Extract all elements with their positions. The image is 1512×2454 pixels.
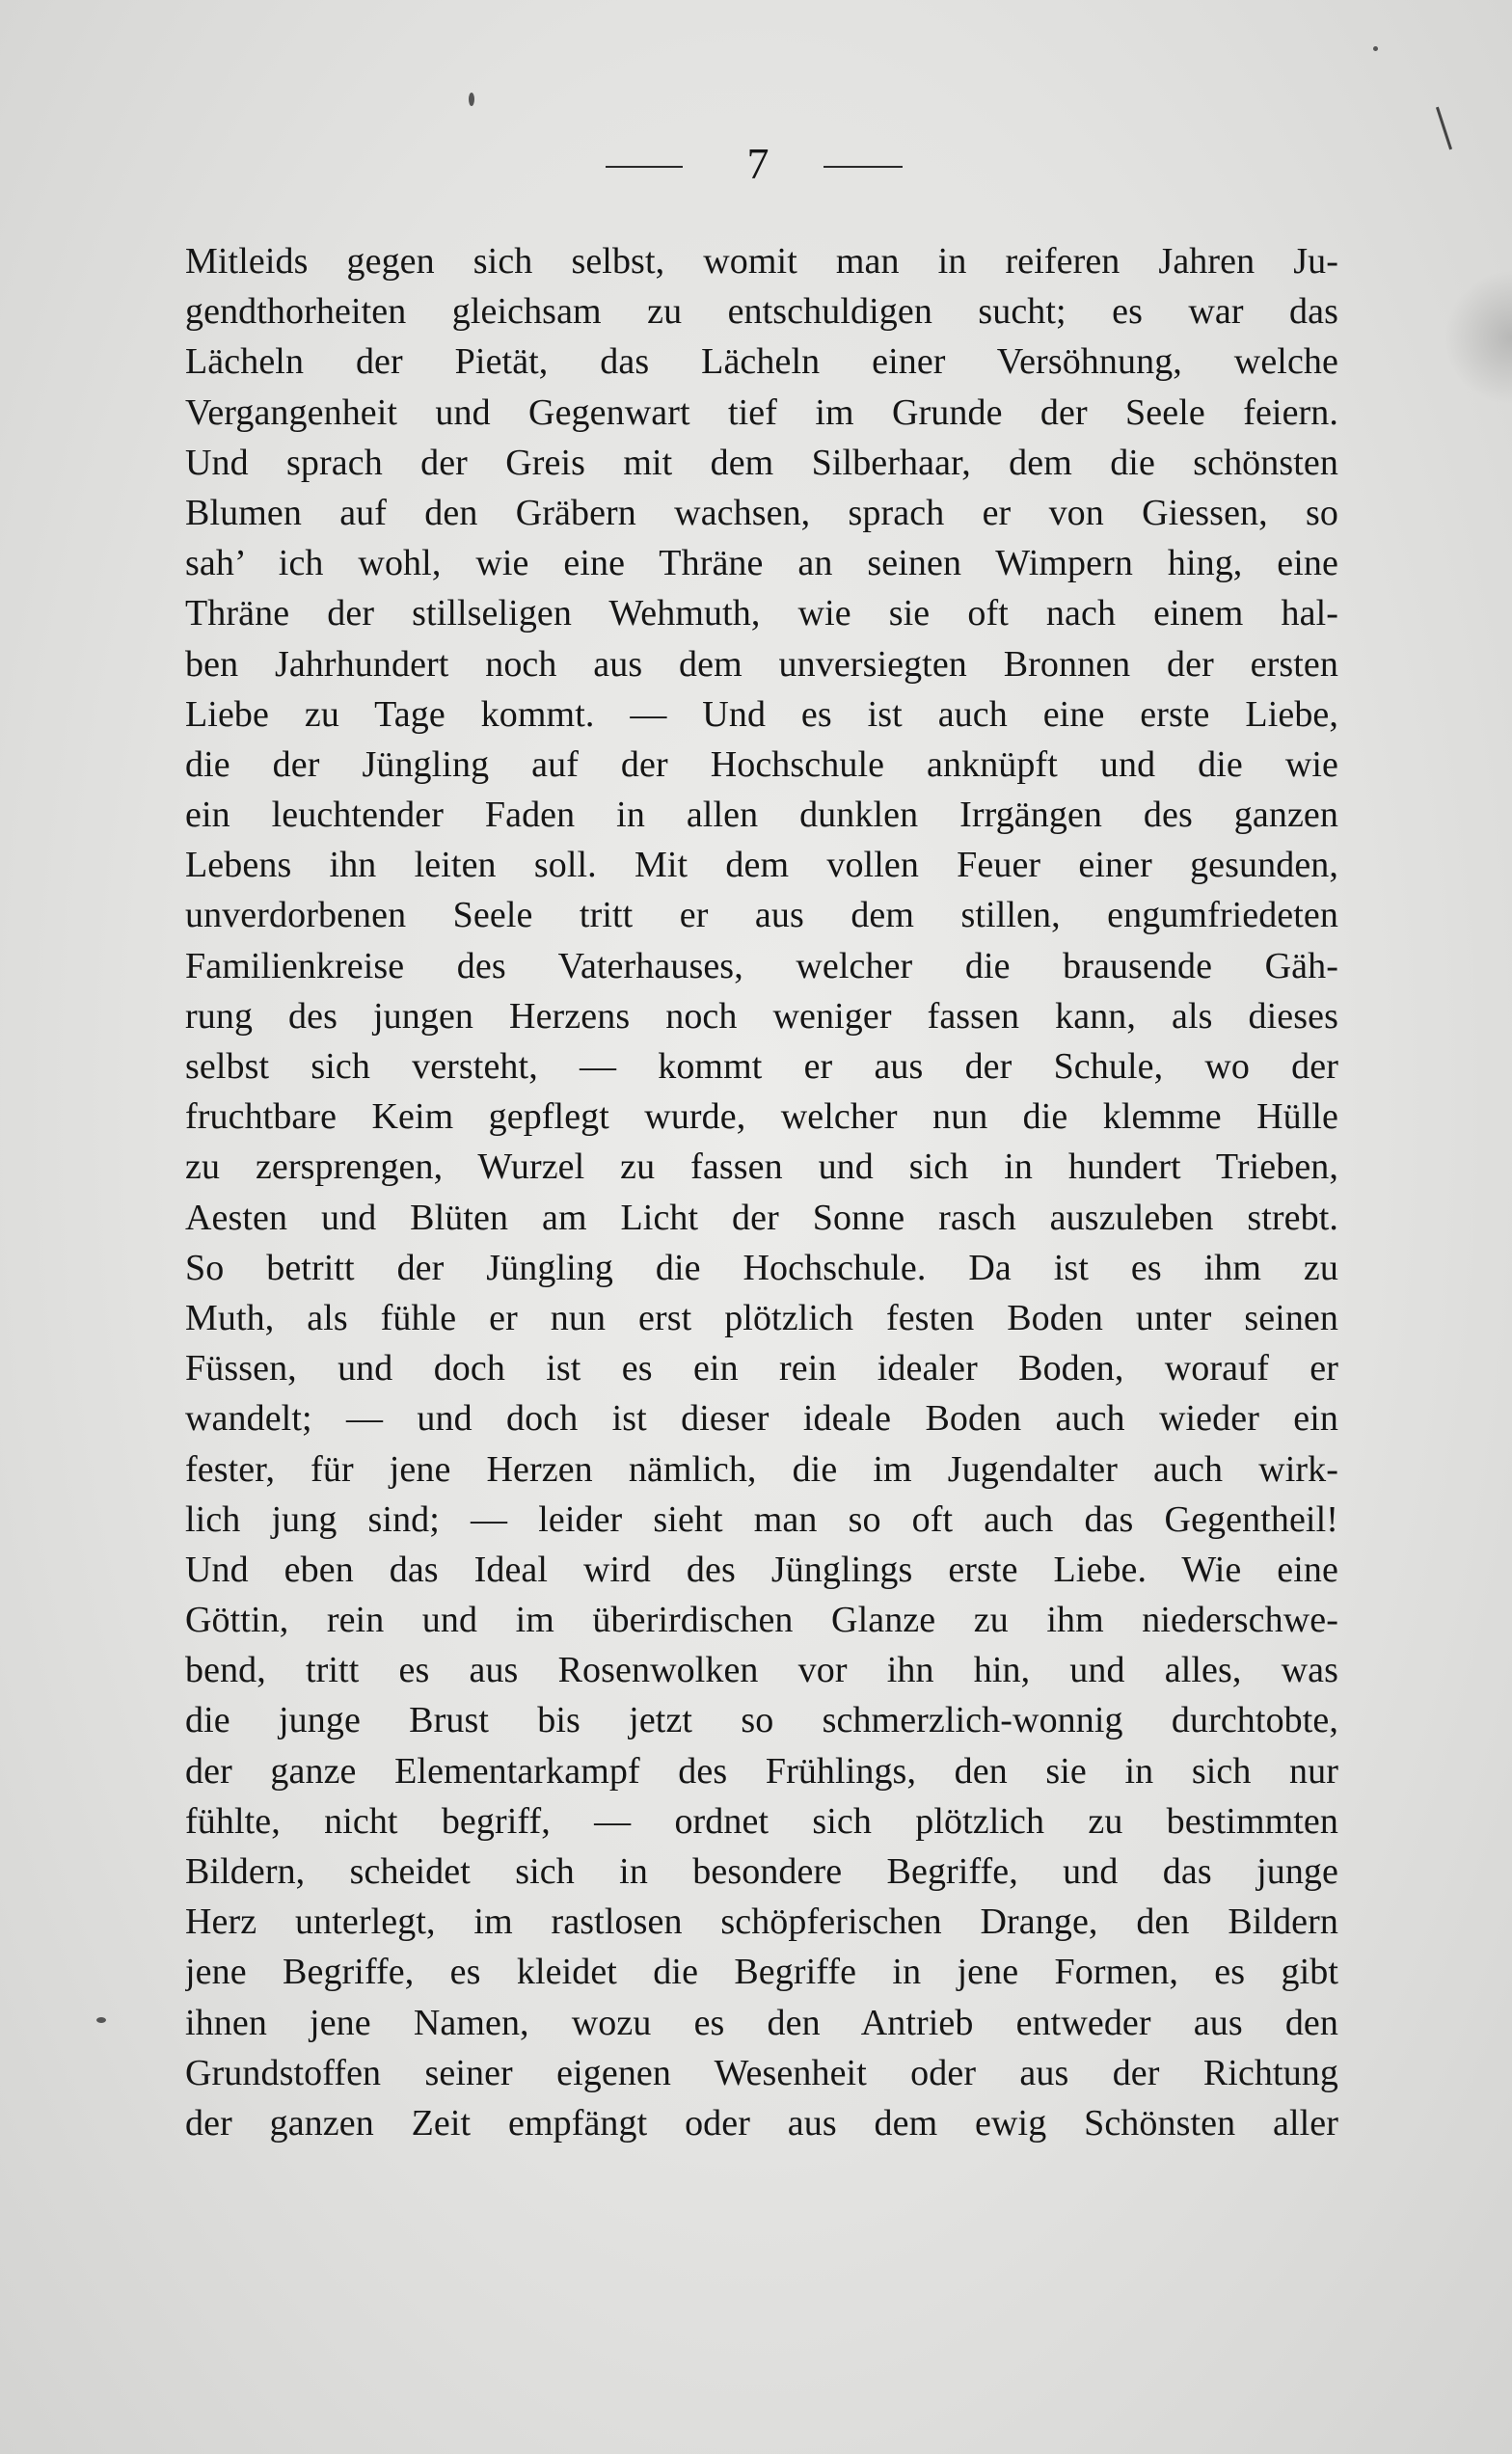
header-rule-left xyxy=(606,166,683,168)
text-line: Herz unterlegt, im rastlosen schöpferischen Drange, den Bildern xyxy=(185,1901,1338,1943)
text-line: Lebens ihn leiten soll. Mit dem vollen Feuer einer gesunden, xyxy=(185,845,1338,886)
page-number: 7 xyxy=(746,139,770,188)
text-line: Liebe zu Tage kommt. — Und es ist auch eine erste Liebe, xyxy=(185,693,1338,735)
text-line: ein leuchtender Faden in allen dunklen Irrgängen des ganzen xyxy=(185,795,1338,836)
text-line: Aesten und Blüten am Licht der Sonne rasch auszuleben strebt. xyxy=(185,1197,1338,1238)
text-line: Mitleids gegen sich selbst, womit man in reiferen Jahren Ju- xyxy=(185,241,1338,282)
text-line: lich jung sind; — leider sieht man so oft auch das Gegentheil! xyxy=(185,1498,1338,1540)
text-line: Füssen, und doch ist es ein rein idealer Boden, worauf er xyxy=(185,1348,1338,1389)
text-line: selbst sich versteht, — kommt er aus der Schule, wo der xyxy=(185,1046,1338,1087)
text-line: Thräne der stillseligen Wehmuth, wie sie oft nach einem hal- xyxy=(185,593,1338,634)
text-line: Bildern, scheidet sich in besondere Begriffe, und das junge xyxy=(185,1851,1338,1892)
page-header xyxy=(0,135,1512,193)
scan-speck xyxy=(1373,46,1378,51)
text-line: wandelt; — und doch ist dieser ideale Boden auch wieder ein xyxy=(185,1398,1338,1440)
text-line: fühlte, nicht begriff, — ordnet sich plötzlich zu bestimmten xyxy=(185,1800,1338,1842)
text-line: Familienkreise des Vaterhauses, welcher die brausende Gäh- xyxy=(185,945,1338,986)
text-line: Muth, als fühle er nun erst plötzlich festen Boden unter seinen xyxy=(185,1297,1338,1338)
text-line: sah’ ich wohl, wie eine Thräne an seinen Wimpern hing, eine xyxy=(185,543,1338,584)
text-line: Lächeln der Pietät, das Lächeln einer Versöhnung, welche xyxy=(185,341,1338,383)
text-line: die junge Brust bis jetzt so schmerzlich-wonnig durchtobte, xyxy=(185,1700,1338,1741)
text-line: ihnen jene Namen, wozu es den Antrieb entweder aus den xyxy=(185,2002,1338,2043)
text-line: So betritt der Jüngling die Hochschule. Da ist es ihm zu xyxy=(185,1247,1338,1288)
scan-speck xyxy=(469,93,474,106)
text-line: fruchtbare Keim gepflegt wurde, welcher nun die klemme Hülle xyxy=(185,1096,1338,1138)
text-line: gendthorheiten gleichsam zu entschuldigen sucht; es war das xyxy=(185,291,1338,333)
text-line: Blumen auf den Gräbern wachsen, sprach er von Giessen, so xyxy=(185,492,1338,533)
scan-speck xyxy=(96,2017,106,2023)
text-line: der ganzen Zeit empfängt oder aus dem ewig Schönsten aller xyxy=(185,2102,1338,2144)
text-line: unverdorbenen Seele tritt er aus dem stillen, engumfriedeten xyxy=(185,895,1338,936)
text-line: bend, tritt es aus Rosenwolken vor ihn hin, und alles, was xyxy=(185,1650,1338,1691)
text-line: fester, für jene Herzen nämlich, die im Jugendalter auch wirk- xyxy=(185,1448,1338,1490)
text-line: Göttin, rein und im überirdischen Glanze zu ihm niederschwe- xyxy=(185,1600,1338,1641)
text-line: Und sprach der Greis mit dem Silberhaar, dem die schönsten xyxy=(185,442,1338,483)
text-line: Vergangenheit und Gegenwart tief im Grunde der Seele feiern. xyxy=(185,391,1338,433)
text-line: die der Jüngling auf der Hochschule anknüpft und die wie xyxy=(185,743,1338,785)
text-line: ben Jahrhundert noch aus dem unversiegten Bronnen der ersten xyxy=(185,643,1338,685)
scan-smudge xyxy=(1444,270,1512,405)
text-line: der ganze Elementarkampf des Frühlings, den sie in sich nur xyxy=(185,1750,1338,1792)
text-line: Und eben das Ideal wird des Jünglings erste Liebe. Wie eine xyxy=(185,1549,1338,1590)
text-line: Grundstoffen seiner eigenen Wesenheit oder aus der Richtung xyxy=(185,2052,1338,2093)
header-rule-right xyxy=(824,166,903,168)
text-line: zu zersprengen, Wurzel zu fassen und sich in hundert Trieben, xyxy=(185,1146,1338,1188)
body-text xyxy=(185,236,1338,2148)
text-line: jene Begriffe, es kleidet die Begriffe in jene Formen, es gibt xyxy=(185,1952,1338,1993)
text-line: rung des jungen Herzens noch weniger fassen kann, als dieses xyxy=(185,995,1338,1037)
